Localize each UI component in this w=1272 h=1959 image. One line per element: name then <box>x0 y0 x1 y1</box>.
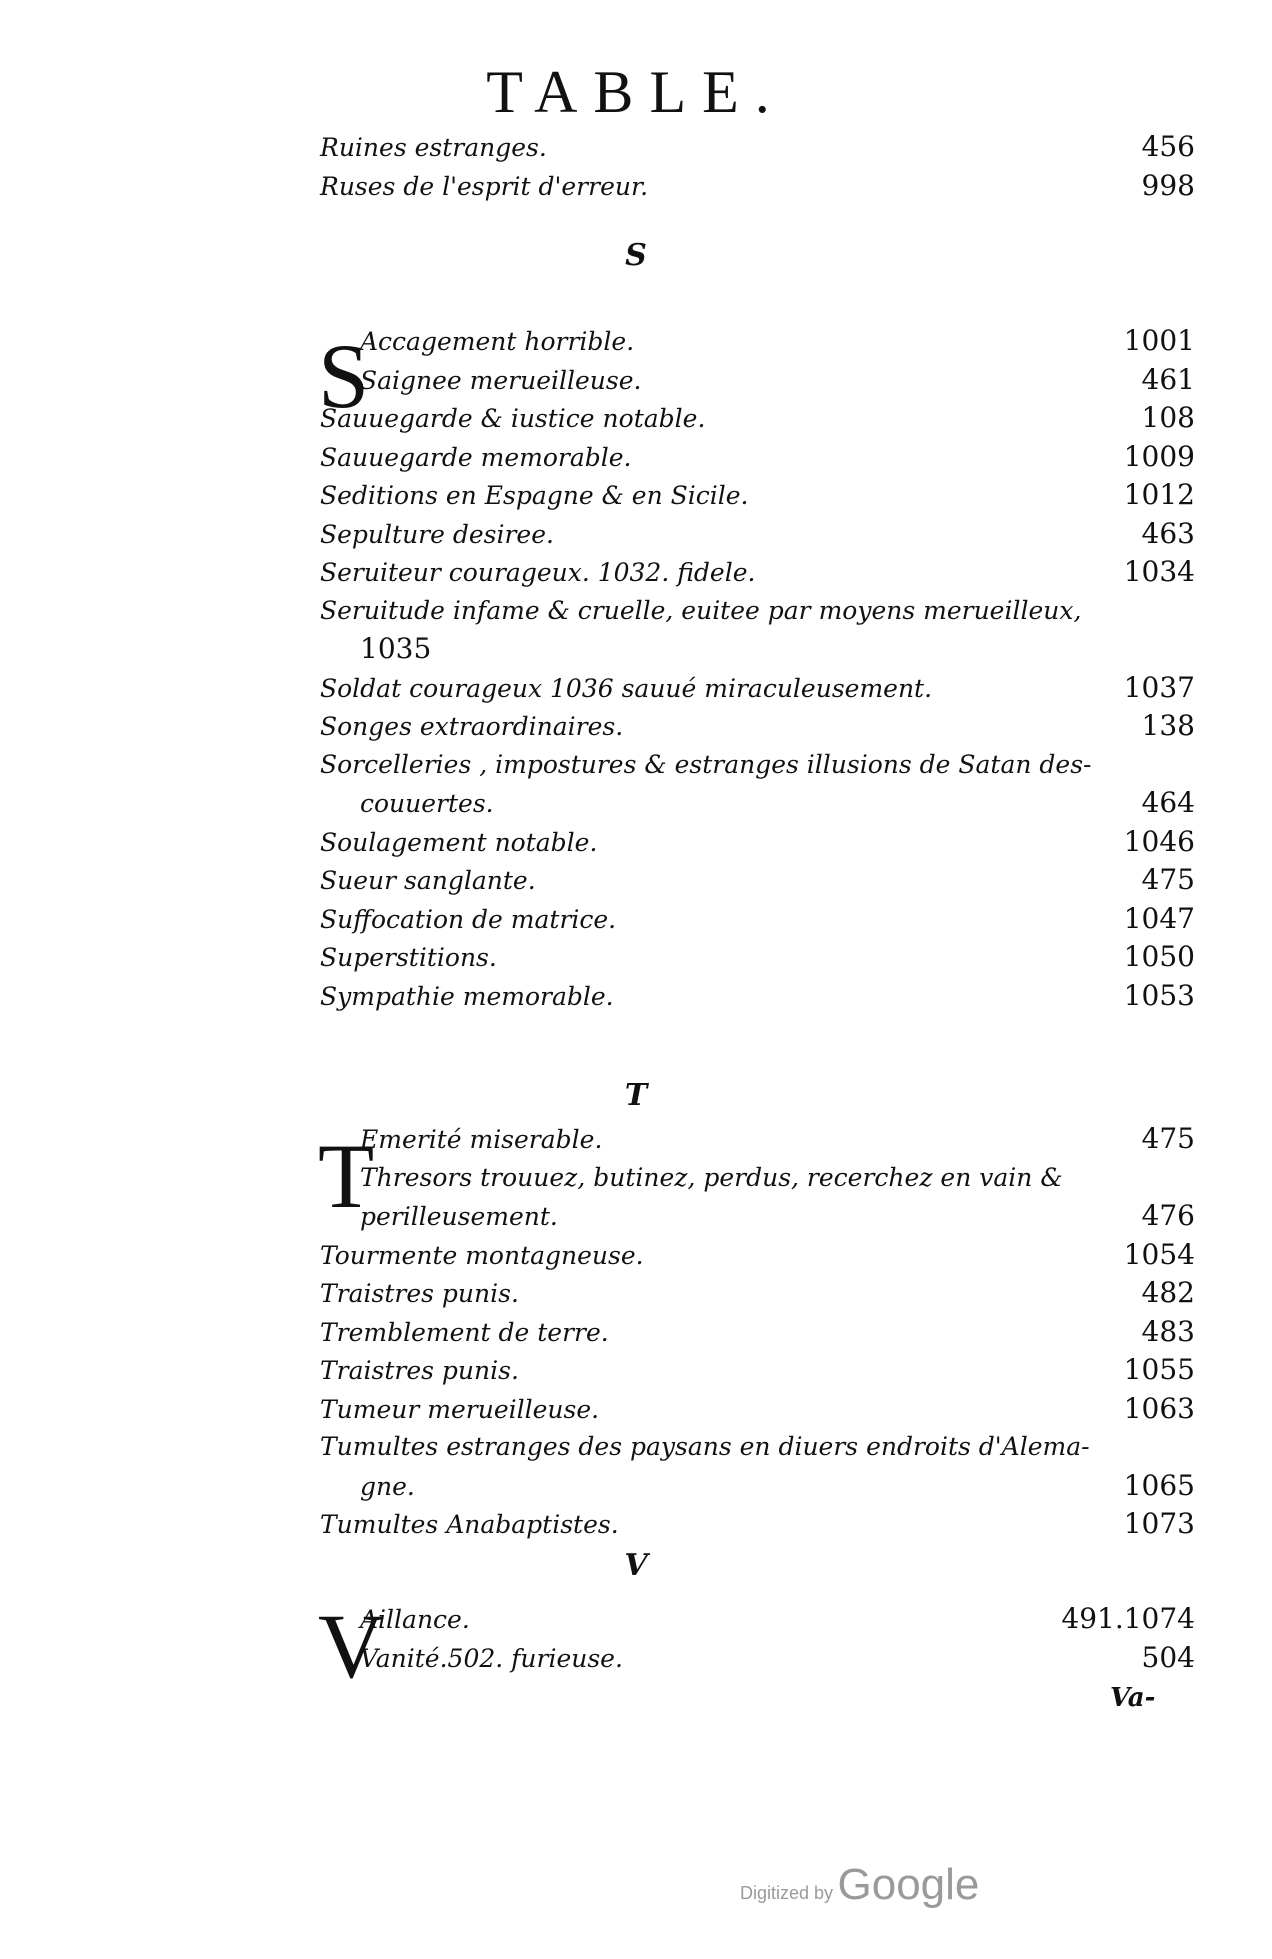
section-v <box>320 1600 1195 1677</box>
index-entry: Songes extraordinaires. 138 <box>320 709 1195 742</box>
index-entry: Tumultes estranges des paysans en diuers endroits d'Alema- <box>320 1432 1090 1461</box>
dropcap-t: T <box>318 1125 375 1227</box>
digitized-by-watermark <box>740 1860 979 1910</box>
index-entry: Seditions en Espagne & en Sicile. 1012 <box>320 478 1195 511</box>
index-entry-continuation: gne. 1065 <box>360 1468 1195 1502</box>
index-entry: Seruitude infame & cruelle, euitee par moyens merueilleux, <box>320 595 1082 625</box>
section-s <box>320 322 1195 1015</box>
section-heading-s: S <box>625 238 647 273</box>
dropcap-v: V <box>318 1595 385 1697</box>
index-entry: Traistres punis. 1055 <box>320 1353 1195 1386</box>
index-entry: Seruiteur courageux. 1032. fidele. 1034 <box>320 555 1195 588</box>
index-entry: Sorcelleries , impostures & estranges illusions de Satan des- <box>320 749 1092 779</box>
index-entry: Sauuegarde memorable. 1009 <box>320 439 1195 473</box>
index-entry-continuation: perilleusement. 476 <box>360 1199 1195 1232</box>
index-entry: Saignee merueilleuse. 461 <box>360 362 1195 396</box>
digitized-by-label: Digitized by <box>740 1883 834 1903</box>
index-entry: Tremblement de terre. 483 <box>320 1314 1195 1348</box>
index-entry: Ruines estranges. 456 <box>320 130 1195 163</box>
index-entry: Tumeur merueilleuse. 1063 <box>320 1391 1195 1425</box>
section-t <box>320 1120 1195 1544</box>
section-r <box>320 128 1195 205</box>
index-entry: Sympathie memorable. 1053 <box>320 978 1195 1012</box>
index-entry: Sepulture desiree. 463 <box>320 516 1195 550</box>
index-entry: Aillance. 491.1074 <box>360 1602 1195 1635</box>
page-title: TABLE. <box>486 59 786 125</box>
index-entry: Superstitions. 1050 <box>320 940 1195 973</box>
section-heading-t: T <box>624 1078 648 1113</box>
index-entry: Emerité miserable. 475 <box>360 1122 1195 1155</box>
dropcap-s: S <box>318 325 370 427</box>
index-entry: Sueur sanglante. 475 <box>320 863 1195 896</box>
index-entry: Suffocation de matrice. 1047 <box>320 901 1195 935</box>
index-entry-continuation: couuertes. 464 <box>360 786 1195 819</box>
index-entry: Thresors trouuez, butinez, perdus, recerchez en vain & <box>360 1162 1063 1192</box>
index-entry: Sauuegarde & iustice notable. 108 <box>320 401 1195 434</box>
index-entry: Soldat courageux 1036 sauué miraculeusement. 1037 <box>320 670 1195 704</box>
google-logo: Google <box>837 1860 980 1909</box>
index-entry: Traistres punis. 482 <box>320 1276 1195 1309</box>
catchword: Va- <box>1110 1683 1156 1713</box>
index-entry: Vanité.502. furieuse. 504 <box>360 1640 1195 1674</box>
index-entry: Tumultes Anabaptistes. 1073 <box>320 1507 1195 1540</box>
section-heading-v: V <box>624 1548 648 1583</box>
index-entry: Ruses de l'esprit d'erreur. 998 <box>320 168 1195 202</box>
index-entry-continuation: 1035 <box>360 632 432 665</box>
index-entry: Tourmente montagneuse. 1054 <box>320 1237 1195 1271</box>
index-entry: Soulagement notable. 1046 <box>320 824 1195 858</box>
index-entry: Accagement horrible. 1001 <box>360 324 1195 357</box>
